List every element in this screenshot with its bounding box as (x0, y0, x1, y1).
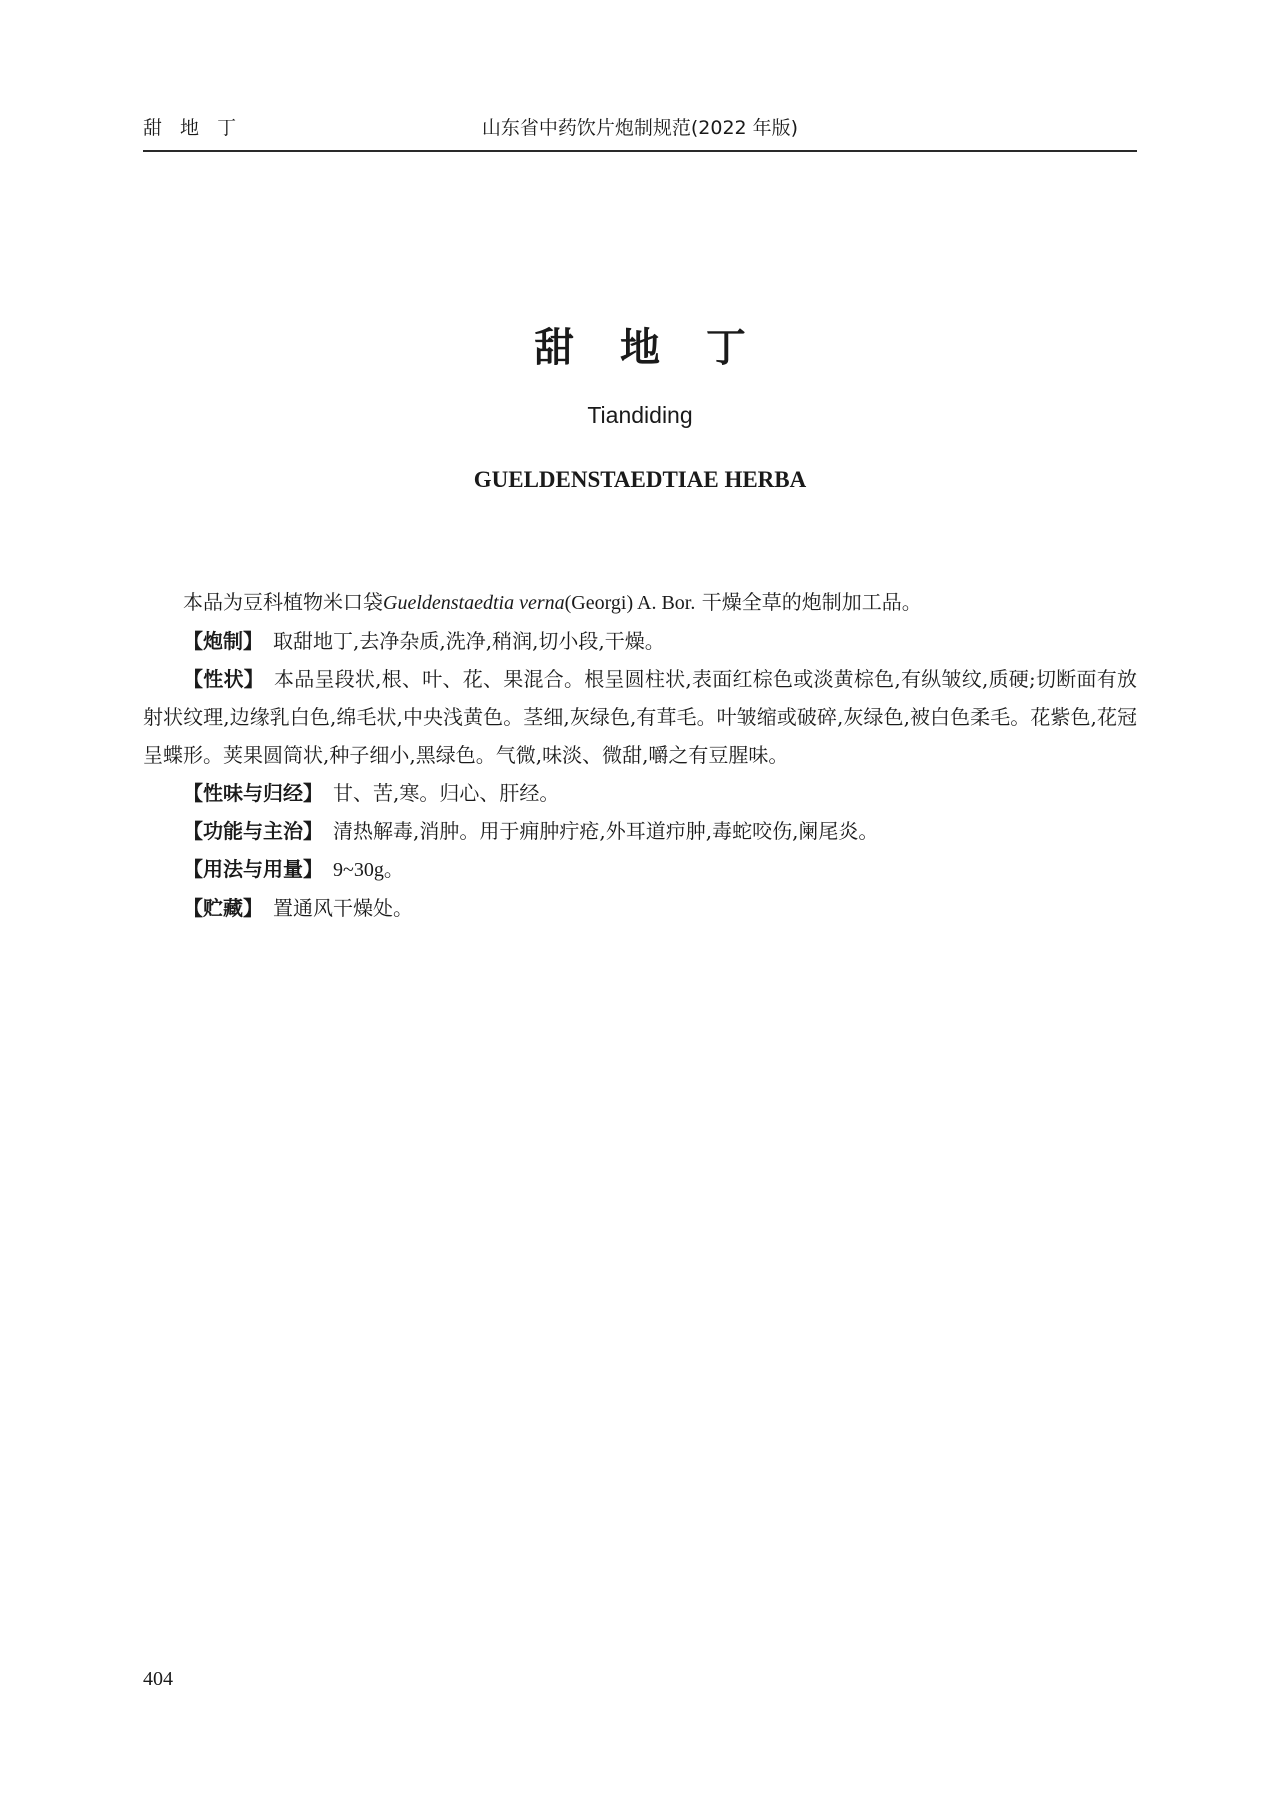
section-label: 【功能与主治】 (183, 819, 323, 843)
section-description (143, 660, 1137, 774)
section-properties-meridians (143, 774, 1137, 812)
section-functions-indications (143, 812, 1137, 850)
section-processing (143, 622, 1137, 660)
header-book-title: 山东省中药饮片炮制规范(2022 年版) (481, 117, 799, 139)
species-authority: (Georgi) A. Bor. (564, 592, 696, 614)
entry-body (143, 583, 1137, 927)
page-number: 404 (143, 1668, 173, 1690)
entry-title-latin: GUELDENSTAEDTIAE HERBA (473, 467, 807, 492)
section-usage-dosage (143, 850, 1137, 889)
entry-title-pinyin: Tiandiding (587, 402, 693, 428)
intro-paragraph (143, 583, 1137, 622)
section-label: 【性味与归经】 (183, 781, 323, 805)
entry-title-block (0, 318, 1280, 495)
section-text: 置通风干燥处。 (273, 896, 413, 920)
section-text: 清热解毒,消肿。用于痈肿疔疮,外耳道疖肿,毒蛇咬伤,阑尾炎。 (333, 819, 879, 843)
intro-text-after: 干燥全草的炮制加工品。 (701, 590, 922, 614)
intro-text-before: 本品为豆科植物米口袋 (183, 590, 383, 614)
section-label: 【贮藏】 (183, 896, 263, 920)
section-label: 【炮制】 (183, 629, 263, 653)
header-entry-name: 甜 地 丁 (143, 117, 243, 139)
section-text: 甘、苦,寒。归心、肝经。 (333, 781, 560, 805)
section-text: 取甜地丁,去净杂质,洗净,稍润,切小段,干燥。 (273, 629, 665, 653)
entry-title-chinese: 甜 地 丁 (534, 325, 762, 371)
running-header (143, 113, 1137, 153)
species-name: Gueldenstaedtia verna (383, 592, 565, 614)
section-label: 【性状】 (183, 667, 264, 691)
section-label: 【用法与用量】 (183, 857, 323, 881)
section-text: 本品呈段状,根、叶、花、果混合。根呈圆柱状,表面红棕色或淡黄棕色,有纵皱纹,质硬;切断面有放射状纹理,边缘乳白色,绵毛状,中央浅黄色。茎细,灰绿色,有茸毛。叶皱缩或破碎,灰绿色,被白色柔毛。花紫色,花冠呈蝶形。荚果圆筒状,种子细小,黑绿色。气微,味淡、微甜,嚼之有豆腥味。 (143, 667, 1137, 767)
section-text: 9~30g。 (333, 859, 404, 881)
section-storage (143, 889, 1137, 927)
header-rule (143, 150, 1137, 152)
